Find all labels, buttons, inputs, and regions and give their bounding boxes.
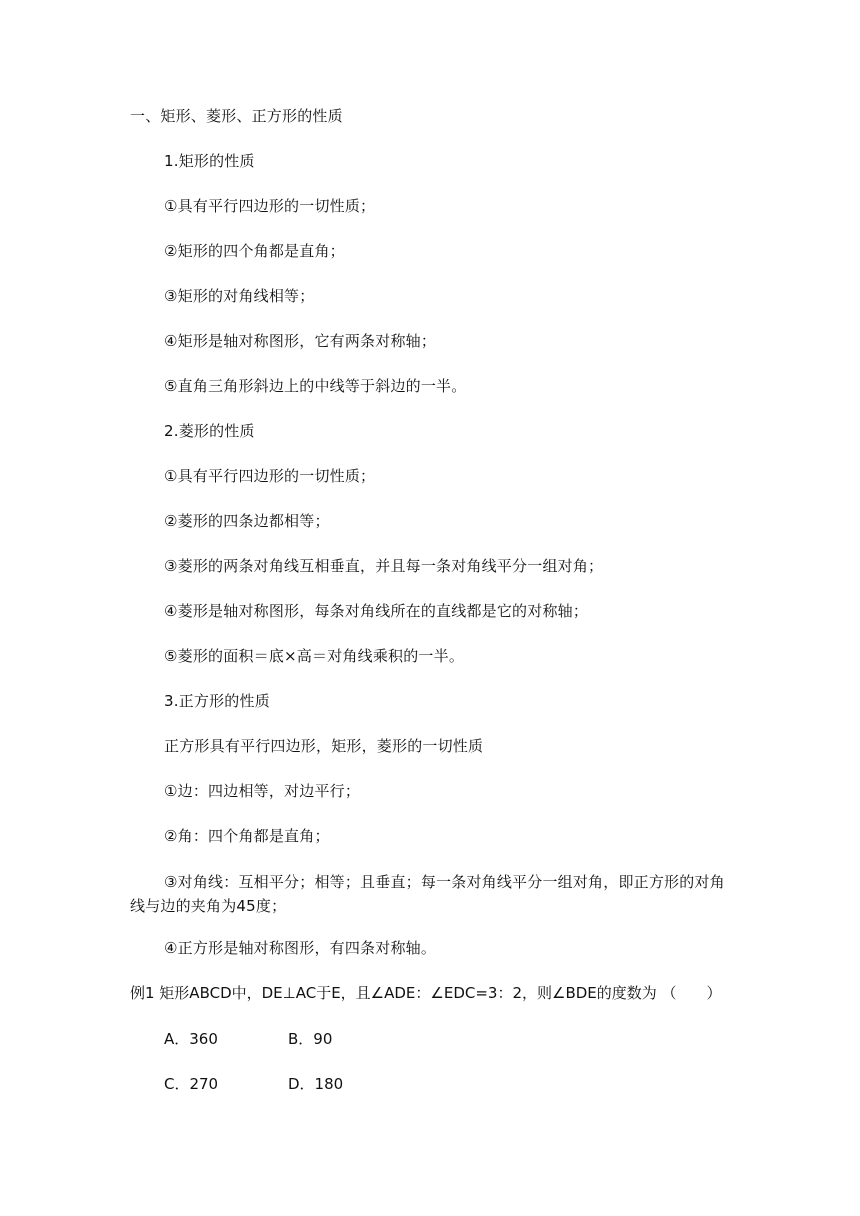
option-b: B．90 [288,1030,333,1048]
rectangle-item-2: ②矩形的四个角都是直角； [164,242,345,260]
option-a: A．360 [164,1030,218,1048]
square-item-4: ④正方形是轴对称图形，有四条对称轴。 [164,939,437,957]
rhombus-item-2: ②菱形的四条边都相等； [164,512,330,530]
rhombus-item-4: ④菱形是轴对称图形，每条对角线所在的直线都是它的对称轴； [164,602,589,620]
square-heading: 3.正方形的性质 [164,692,270,710]
rectangle-item-5: ⑤直角三角形斜边上的中线等于斜边的一半。 [164,377,467,395]
rhombus-item-5: ⑤菱形的面积＝底×高＝对角线乘积的一半。 [164,647,465,665]
square-item-3: ③对角线：互相平分；相等；且垂直；每一条对角线平分一组对角，即正方形的对角线与边的夹角为45度； [130,873,725,915]
square-item-2: ②角：四个角都是直角； [164,827,330,845]
option-d: D．180 [288,1075,344,1093]
rectangle-item-4: ④矩形是轴对称图形，它有两条对称轴； [164,332,437,350]
rectangle-item-3: ③矩形的对角线相等； [164,287,315,305]
rhombus-item-3: ③菱形的两条对角线互相垂直，并且每一条对角线平分一组对角； [164,557,604,575]
square-intro: 正方形具有平行四边形，矩形，菱形的一切性质 [164,737,484,755]
rectangle-item-1: ①具有平行四边形的一切性质； [164,197,376,215]
rhombus-heading: 2.菱形的性质 [164,422,255,440]
section-title: 一、矩形、菱形、正方形的性质 [130,107,343,125]
rhombus-item-1: ①具有平行四边形的一切性质； [164,467,376,485]
square-item-1: ①边：四边相等，对边平行； [164,782,361,800]
rectangle-heading: 1.矩形的性质 [164,152,255,170]
option-c: C．270 [164,1075,219,1093]
example-question: 例1 矩形ABCD中，DE⊥AC于E，且∠ADE：∠EDC=3：2，则∠BDE的度数为 （ ） [130,984,722,1002]
